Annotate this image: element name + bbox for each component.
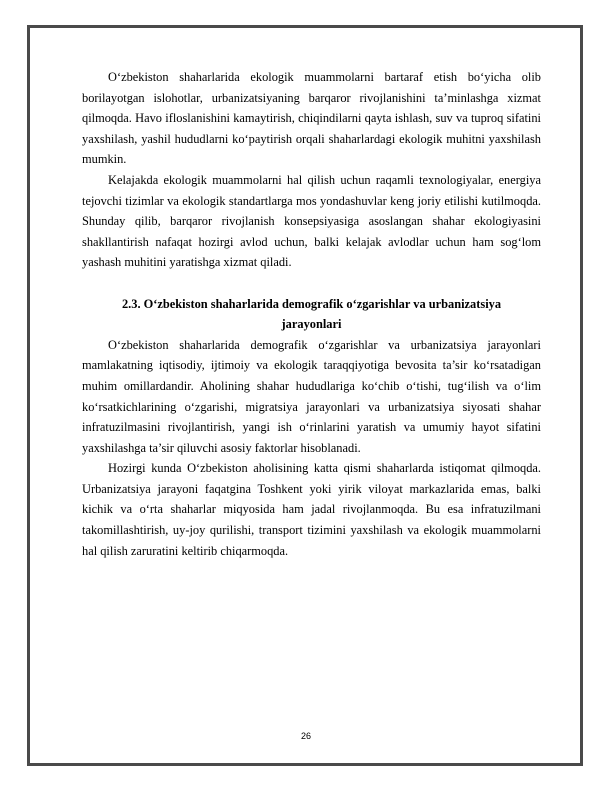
paragraph-demographic-changes: O‘zbekiston shaharlarida demografik o‘zgarishlar va urbanizatsiya jarayonlari mamlakatning iqtisodiy, ijtimoiy va ekologik taraqqiyotiga bevosita ta’sir ko‘rsatadigan muhim omillardandir. Aholining shahar hududlariga ko‘chib o‘tishi, tug‘ilish va o‘lim ko‘rsatkichlarining o‘zgarishi, migratsiya jarayonlari va urbanizatsiya siyosati shahar infratuzilmasini rivojlantirish, yangi ish o‘rinlarini yaratish va umumiy hayot sifatini yaxshilashga ta’sir qiluvchi asosiy faktorlar hisoblanadi. [82, 337, 541, 455]
document-body [82, 67, 541, 561]
paragraph-future-technologies: Kelajakda ekologik muammolarni hal qilish uchun raqamli texnologiyalar, energiya tejovchi tizimlar va ekologik standartlarga mos yondashuvlar keng joriy etilishi kutilmoqda. Shunday qilib, barqaror rivojlanish konsepsiyasiga asoslangan shahar ekologiyasini shakllantirish nafaqat hozirgi avlod uchun, balki kelajak avlodlar uchun ham sog‘lom yashash muhitini yaratishga xizmat qiladi. [82, 172, 541, 270]
paragraph-urban-population: Hozirgi kunda O‘zbekiston aholisining katta qismi shaharlarda istiqomat qilmoqda. Urbanizatsiya jarayoni faqatgina Toshkent yoki yirik viloyat markazlarida emas, balki kichik va o‘rta shaharlar miqyosida ham jadal rivojlanmoqda. Bu esa infratuzilmani takomillashtirish, uy-joy qurilishi, transport tizimini yaxshilash va ekologik muammolarni hal qilish zaruratini keltirib chiqarmoqda. [82, 461, 541, 558]
section-spacer [82, 273, 541, 294]
page-number: 26 [300, 731, 311, 741]
paragraph-ecological-reforms: O‘zbekiston shaharlarida ekologik muammolarni bartaraf etish bo‘yicha olib borilayotgan islohotlar, urbanizatsiyaning barqaror rivojlanishini ta’minlashga xizmat qilmoqda. Havo ifloslanishini kamaytirish, chiqindilarni qayta ishlash, suv va tuproq sifatini yaxshilash, yashil hududlarni ko‘paytirish orqali shaharlardagi ekologik muhitni yaxshilash mumkin. [82, 70, 541, 167]
section-heading: 2.3. O‘zbekiston shaharlarida demografik o‘zgarishlar va urbanizatsiya jarayonlari [121, 296, 502, 332]
